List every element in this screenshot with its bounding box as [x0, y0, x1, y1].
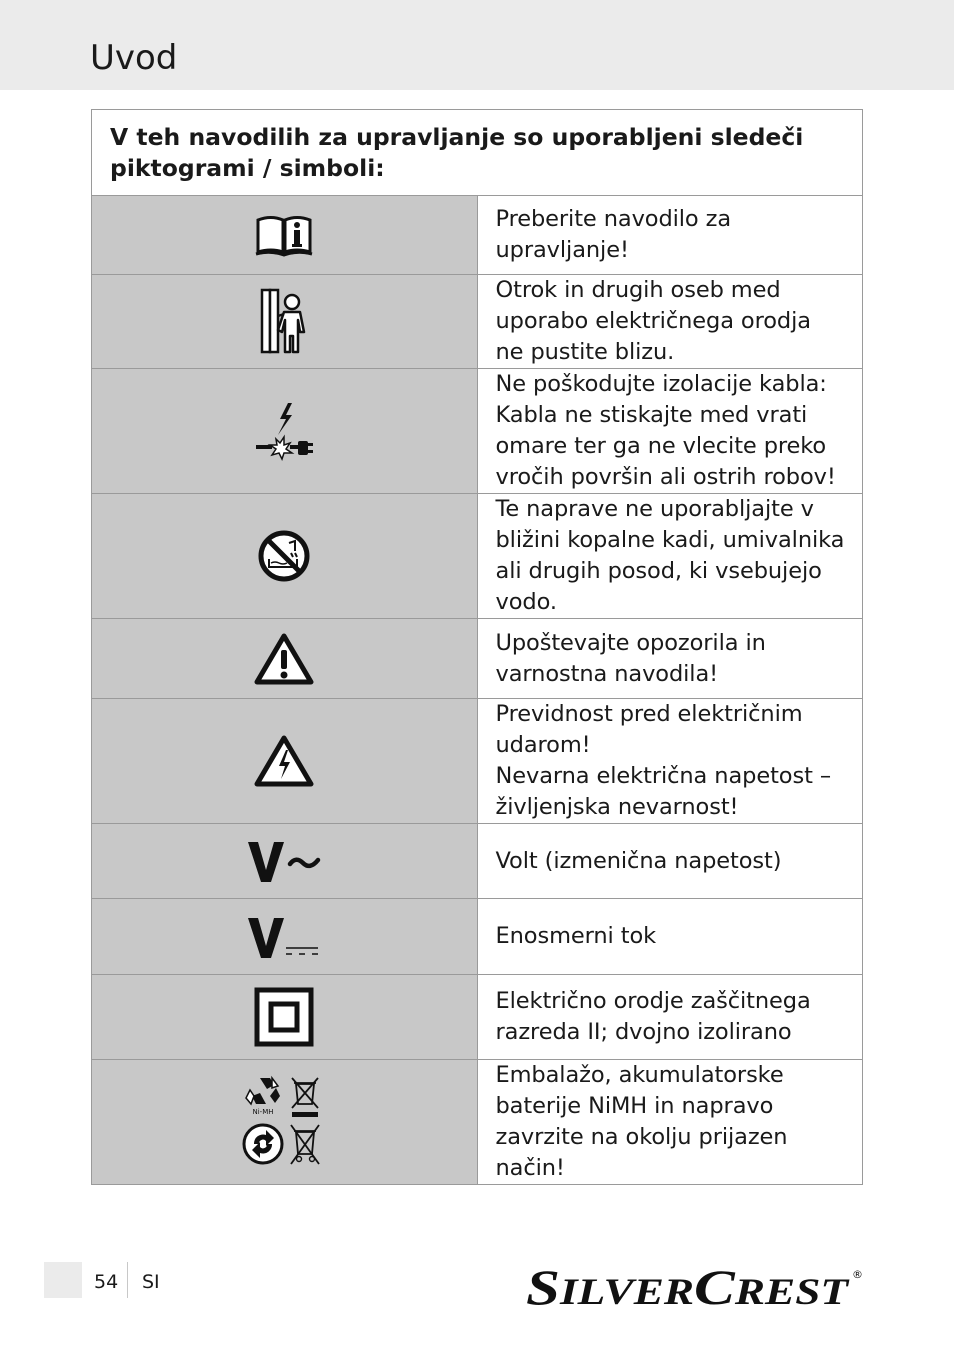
volt-ac-icon: [246, 838, 322, 884]
table-row: [92, 699, 863, 824]
row-text: Upoštevajte opozorila in varnostna navodila!: [477, 619, 863, 699]
row-text: Električno orodje zaščitnega razreda II; dvojno izolirano: [477, 975, 863, 1060]
green-dot-icon: [244, 1125, 282, 1163]
table-row: [92, 899, 863, 975]
row-text: Enosmerni tok: [477, 899, 863, 975]
symbols-table: [91, 109, 863, 1185]
table-row: [92, 975, 863, 1060]
footer-box: [44, 1262, 82, 1298]
table-row: [92, 824, 863, 899]
table-heading: V teh navodilih za upravljanje so uporabljeni sledeči piktogrami / simboli:: [92, 110, 863, 196]
crossed-bin-icon: [292, 1078, 318, 1117]
row-text: Ne poškodujte izolacije kabla: Kabla ne stiskajte med vrati omare ter ga ne vlecite preko vročih površin ali ostrih robov!: [477, 369, 863, 494]
icon-cell: [92, 824, 478, 899]
table-row: [92, 619, 863, 699]
volt-dc-icon: [246, 914, 322, 960]
damaged-cable-icon: [254, 401, 314, 461]
icon-cell: [92, 899, 478, 975]
book-info-icon: [254, 212, 314, 258]
recycling-icons: [242, 1074, 326, 1170]
table-row: [92, 369, 863, 494]
page-number: 54: [94, 1271, 119, 1293]
icon-cell: [92, 275, 478, 369]
table-heading-row: [92, 110, 863, 196]
row-text: Otrok in drugih oseb med uporabo električnega orodja ne pustite blizu.: [477, 275, 863, 369]
brand-logo: [524, 1258, 864, 1310]
icon-cell: [92, 975, 478, 1060]
icon-cell: [92, 494, 478, 619]
child-protection-icon: [256, 286, 312, 358]
table-row: [92, 196, 863, 275]
icon-cell: [92, 196, 478, 275]
svg-text:SILVERCREST: S ILVER C REST: [526, 1259, 828, 1310]
recycle-icon: [246, 1078, 280, 1104]
icon-cell: [92, 619, 478, 699]
row-text: Previdnost pred električnim udarom! Nevarna električna napetost – življenjska nevarnost!: [477, 699, 863, 824]
table-row: [92, 494, 863, 619]
footer-divider: [127, 1262, 128, 1298]
row-text: Te naprave ne uporabljajte v bližini kopalne kadi, umivalnika ali drugih posod, ki vsebujejo vodo.: [477, 494, 863, 619]
language-code: SI: [142, 1271, 160, 1293]
table-row: [92, 1060, 863, 1185]
nimh-label: Ni-MH: [252, 1108, 274, 1116]
row-text: Embalažo, akumulatorske baterije NiMH in napravo zavrzite na okolju prijazen način!: [477, 1060, 863, 1185]
icon-cell: [92, 369, 478, 494]
crossed-bin-icon-2: [291, 1125, 319, 1164]
table-row: [92, 275, 863, 369]
electric-shock-icon: [254, 735, 314, 787]
protection-class-ii-icon: [254, 987, 314, 1047]
row-text: Preberite navodilo za upravljanje!: [477, 196, 863, 275]
registered-mark: ®: [852, 1268, 863, 1281]
icon-cell: [92, 699, 478, 824]
page-title: Uvod: [90, 38, 178, 78]
warning-icon: [254, 633, 314, 685]
row-text: Volt (izmenična napetost): [477, 824, 863, 899]
no-water-icon: [257, 529, 311, 583]
icon-cell: [92, 1060, 478, 1185]
